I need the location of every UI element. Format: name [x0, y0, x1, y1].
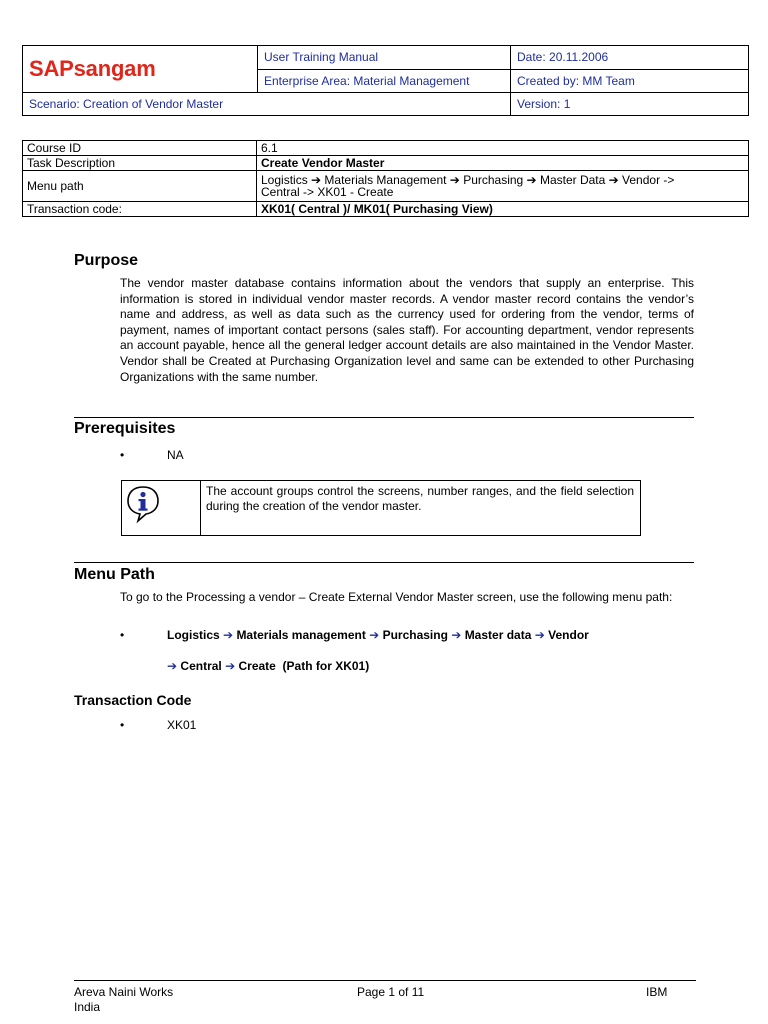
- table-row: [23, 171, 749, 202]
- arrow-right-icon: ➔: [369, 628, 380, 642]
- list-item: [0, 718, 768, 734]
- menu-path-steps-line-2: [167, 659, 369, 673]
- bullet-dot: •: [120, 628, 125, 642]
- created-by: Created by: MM Team: [511, 69, 749, 93]
- menu-path-steps-line-1: [167, 628, 589, 642]
- path-step: Create: [238, 659, 276, 673]
- table-row: [23, 156, 749, 171]
- version: Version: 1: [511, 93, 749, 116]
- document-header: [22, 45, 749, 116]
- section-divider: [74, 562, 694, 563]
- transaction-code-label: Transaction code:: [23, 202, 257, 217]
- menu-path-label: Menu path: [23, 171, 257, 202]
- path-step: Central: [180, 659, 222, 673]
- menu-path-value: [257, 171, 749, 202]
- list-item: [0, 448, 768, 464]
- path-suffix: (Path for XK01): [282, 659, 370, 673]
- path-step: Purchasing: [382, 628, 448, 642]
- path-step: Materials management: [236, 628, 366, 642]
- arrow-right-icon: ➔: [534, 628, 545, 642]
- document-date: Date: 20.11.2006: [511, 46, 749, 70]
- course-id-value: 6.1: [257, 141, 749, 156]
- menu-path-line-2: Central -> XK01 - Create: [261, 185, 394, 199]
- menu-path-line-1: Logistics ➔ Materials Management ➔ Purchasing ➔ Master Data ➔ Vendor ->: [261, 173, 675, 187]
- prerequisite-text: NA: [167, 448, 184, 462]
- task-description-label: Task Description: [23, 156, 257, 171]
- footer-company: Areva Naini Works: [74, 985, 174, 999]
- footer-left: [74, 985, 173, 1015]
- transaction-code-value: XK01( Central )/ MK01( Purchasing View): [257, 202, 749, 217]
- scenario: Scenario: Creation of Vendor Master: [23, 93, 511, 116]
- menu-path-intro: To go to the Processing a vendor – Create External Vendor Master screen, use the following menu path:: [120, 590, 673, 604]
- bullet-dot: •: [120, 448, 125, 462]
- table-row: [23, 141, 749, 156]
- section-divider: [74, 417, 694, 418]
- info-icon-cell: [122, 481, 201, 535]
- bullet-dot: •: [120, 718, 125, 732]
- note-text: The account groups control the screens, number ranges, and the field selection during the creation of the vendor master.: [206, 484, 634, 513]
- info-note-box: [121, 480, 641, 536]
- table-row: [23, 202, 749, 217]
- transaction-code-heading: Transaction Code: [74, 692, 192, 708]
- purpose-heading: Purpose: [74, 252, 139, 269]
- course-info-table: [22, 140, 749, 217]
- page-number: Page 1 of 11: [357, 985, 425, 999]
- manual-title: User Training Manual: [258, 46, 511, 70]
- arrow-right-icon: ➔: [451, 628, 462, 642]
- footer-country: India: [74, 1000, 101, 1014]
- task-description-value: Create Vendor Master: [257, 156, 749, 171]
- transaction-code-item: XK01: [167, 718, 197, 732]
- list-item: [0, 628, 768, 644]
- path-step: Master data: [464, 628, 532, 642]
- enterprise-area: Enterprise Area: Material Management: [258, 69, 511, 93]
- footer-right: IBM: [646, 985, 668, 999]
- purpose-paragraph: The vendor master database contains information about the vendors that supply an enterprise. This information is stored in individual vendor master records. A vendor master record contains the vendor’s name and address, as well as data such as the currency used for ordering from the vendor, terms of payment, names of important contact persons (sales staff). For accounting department, vendor represents an account payable, hence all the general ledger account details are also maintained in the Vendor Master. Vendor shall be Created at Purchasing Organization level and same can be extended to other Purchasing Organizations with the same number.: [120, 276, 694, 384]
- path-step: Vendor: [548, 628, 589, 642]
- info-icon: [123, 484, 163, 524]
- arrow-right-icon: ➔: [167, 659, 178, 673]
- arrow-right-icon: ➔: [225, 659, 236, 673]
- brand-cell: [23, 46, 258, 93]
- menu-path-heading: Menu Path: [74, 566, 155, 583]
- path-step: Logistics: [167, 628, 220, 642]
- prerequisites-heading: Prerequisites: [74, 420, 176, 437]
- brand-logo: SAPsangam: [29, 56, 156, 81]
- course-id-label: Course ID: [23, 141, 257, 156]
- page-footer: [74, 980, 696, 1014]
- arrow-right-icon: ➔: [223, 628, 234, 642]
